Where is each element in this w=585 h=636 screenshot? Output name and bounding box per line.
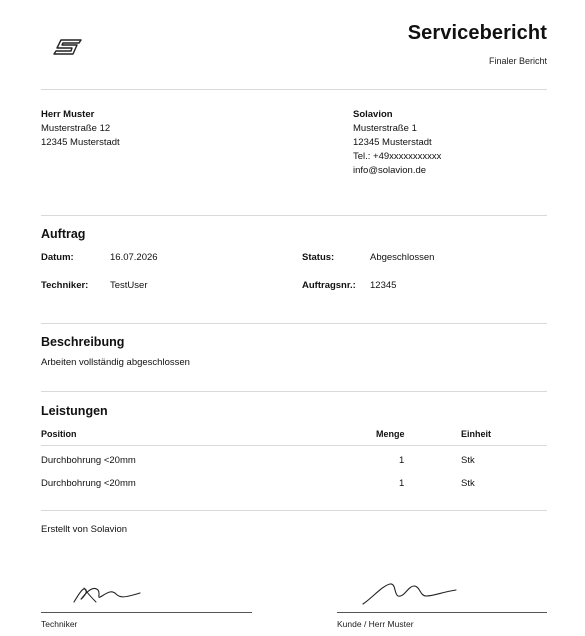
page-subtitle: Finaler Bericht <box>488 56 547 66</box>
company-name: Solavion <box>353 109 393 120</box>
customer-city: 12345 Musterstadt <box>41 137 120 148</box>
customer-name: Herr Muster <box>41 109 95 120</box>
customer-signature-line <box>337 612 547 613</box>
customer-signature-label: Kunde / Herr Muster <box>337 619 414 629</box>
column-header-quantity: Menge <box>376 429 405 439</box>
row-quantity: 1 <box>399 455 405 466</box>
row-unit: Stk <box>461 478 475 489</box>
customer-street: Musterstraße 12 <box>41 123 111 134</box>
order-number-value: 12345 <box>370 280 397 291</box>
services-section-title: Leistungen <box>41 404 108 418</box>
date-value: 16.07.2026 <box>110 252 158 263</box>
company-email: info@solavion.de <box>353 165 427 176</box>
divider <box>41 323 547 324</box>
created-by-text: Erstellt von Solavion <box>41 524 128 535</box>
technician-signature-label: Techniker <box>41 619 78 629</box>
row-position: Durchbohrung <20mm <box>41 478 136 489</box>
status-label: Status: <box>302 252 335 263</box>
company-city: 12345 Musterstadt <box>353 137 432 148</box>
order-number-label: Auftragsnr.: <box>302 280 356 291</box>
company-phone: Tel.: +49xxxxxxxxxxx <box>353 151 442 162</box>
divider <box>41 510 547 511</box>
column-header-position: Position <box>41 429 77 439</box>
divider <box>41 391 547 392</box>
order-section-title: Auftrag <box>41 227 86 241</box>
technician-signature-line <box>41 612 252 613</box>
table-header-divider <box>41 445 547 446</box>
column-header-unit: Einheit <box>461 429 492 439</box>
stylized-s-logo-icon <box>53 38 83 56</box>
technician-label: Techniker: <box>41 280 89 291</box>
company-street: Musterstraße 1 <box>353 123 417 134</box>
description-text: Arbeiten vollständig abgeschlossen <box>41 357 190 368</box>
divider <box>41 89 547 90</box>
description-section-title: Beschreibung <box>41 335 125 349</box>
page-title: Servicebericht <box>407 22 547 44</box>
customer-signature <box>360 578 460 608</box>
row-quantity: 1 <box>399 478 405 489</box>
technician-value: TestUser <box>110 280 148 291</box>
row-unit: Stk <box>461 455 475 466</box>
date-label: Datum: <box>41 252 74 263</box>
row-position: Durchbohrung <20mm <box>41 455 136 466</box>
status-value: Abgeschlossen <box>370 252 435 263</box>
customer-address <box>41 108 120 150</box>
company-address <box>353 108 441 178</box>
technician-signature <box>68 580 148 608</box>
divider <box>41 215 547 216</box>
